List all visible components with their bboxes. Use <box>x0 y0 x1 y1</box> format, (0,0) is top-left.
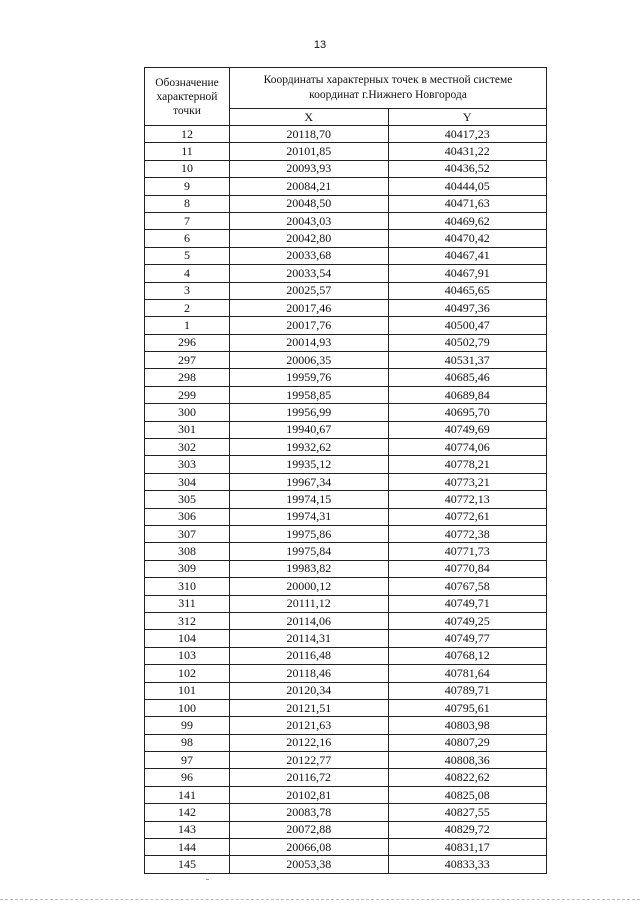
y-coordinate-cell: 40467,41 <box>388 247 547 264</box>
point-id-cell: 142 <box>145 804 230 821</box>
point-id-cell: 298 <box>145 369 230 386</box>
table-row <box>145 178 547 195</box>
table-row <box>145 612 547 629</box>
x-coordinate-cell: 20122,16 <box>230 734 389 751</box>
page-number: 13 <box>313 39 327 51</box>
y-coordinate-cell: 40825,08 <box>388 786 547 803</box>
y-coordinate-cell: 40500,47 <box>388 317 547 334</box>
table-row <box>145 473 547 490</box>
table-row <box>145 595 547 612</box>
x-coordinate-cell: 20072,88 <box>230 821 389 838</box>
point-id-cell: 145 <box>145 856 230 873</box>
x-coordinate-cell: 20114,06 <box>230 612 389 629</box>
y-coordinate-cell: 40695,70 <box>388 404 547 421</box>
y-coordinate-cell: 40444,05 <box>388 178 547 195</box>
y-coordinate-cell: 40829,72 <box>388 821 547 838</box>
y-coordinate-cell: 40771,73 <box>388 543 547 560</box>
y-coordinate-cell: 40772,13 <box>388 491 547 508</box>
group-header-line: координат г.Нижнего Новгорода <box>309 89 467 101</box>
x-coordinate-cell: 20102,81 <box>230 786 389 803</box>
y-coordinate-cell: 40531,37 <box>388 352 547 369</box>
x-coordinate-cell: 19959,76 <box>230 369 389 386</box>
x-coordinate-cell: 20111,12 <box>230 595 389 612</box>
point-id-cell: 7 <box>145 212 230 229</box>
x-coordinate-cell: 19983,82 <box>230 560 389 577</box>
y-coordinate-cell: 40833,33 <box>388 856 547 873</box>
y-coordinate-cell: 40749,69 <box>388 421 547 438</box>
y-coordinate-cell: 40795,61 <box>388 699 547 716</box>
x-coordinate-cell: 20116,72 <box>230 769 389 786</box>
table-row <box>145 717 547 734</box>
point-id-cell: 12 <box>145 126 230 143</box>
point-id-cell: 98 <box>145 734 230 751</box>
table-row <box>145 265 547 282</box>
point-header-line: Обозначение <box>155 76 219 89</box>
point-id-cell: 104 <box>145 630 230 647</box>
x-coordinate-cell: 19932,62 <box>230 439 389 456</box>
point-id-cell: 2 <box>145 299 230 316</box>
y-coordinate-cell: 40774,06 <box>388 439 547 456</box>
point-header-line: характерной <box>156 90 218 103</box>
x-coordinate-cell: 20118,70 <box>230 126 389 143</box>
table-row <box>145 856 547 873</box>
y-coordinate-cell: 40467,91 <box>388 265 547 282</box>
point-id-cell: 99 <box>145 717 230 734</box>
y-coordinate-cell: 40773,21 <box>388 473 547 490</box>
table-row <box>145 665 547 682</box>
point-id-cell: 308 <box>145 543 230 560</box>
point-id-cell: 102 <box>145 665 230 682</box>
table-row <box>145 212 547 229</box>
table-row <box>145 386 547 403</box>
x-coordinate-cell: 20000,12 <box>230 578 389 595</box>
y-coordinate-cell: 40803,98 <box>388 717 547 734</box>
table-row <box>145 439 547 456</box>
x-coordinate-cell: 20114,31 <box>230 630 389 647</box>
table-row <box>145 560 547 577</box>
group-header-line: Координаты характерных точек в местной системе <box>263 74 513 86</box>
table-row <box>145 369 547 386</box>
y-coordinate-cell: 40827,55 <box>388 804 547 821</box>
table-row <box>145 508 547 525</box>
x-coordinate-cell: 20033,54 <box>230 265 389 282</box>
point-id-cell: 11 <box>145 143 230 160</box>
x-coordinate-cell: 20025,57 <box>230 282 389 299</box>
y-coordinate-cell: 40770,84 <box>388 560 547 577</box>
table-row <box>145 160 547 177</box>
table-row <box>145 682 547 699</box>
point-id-cell: 302 <box>145 439 230 456</box>
y-coordinate-cell: 40781,64 <box>388 665 547 682</box>
y-coordinate-cell: 40749,77 <box>388 630 547 647</box>
y-coordinate-cell: 40417,23 <box>388 126 547 143</box>
x-coordinate-cell: 20122,77 <box>230 752 389 769</box>
point-id-cell: 306 <box>145 508 230 525</box>
table-row <box>145 578 547 595</box>
table-row <box>145 334 547 351</box>
x-column-header: X <box>230 109 389 126</box>
table-row <box>145 456 547 473</box>
x-coordinate-cell: 20118,46 <box>230 665 389 682</box>
x-coordinate-cell: 20121,63 <box>230 717 389 734</box>
scan-speck <box>206 879 209 880</box>
table-row <box>145 299 547 316</box>
coordinates-group-header <box>230 68 547 109</box>
x-coordinate-cell: 19975,86 <box>230 525 389 542</box>
y-column-header: Y <box>388 109 547 126</box>
x-coordinate-cell: 20121,51 <box>230 699 389 716</box>
point-id-cell: 103 <box>145 647 230 664</box>
point-id-cell: 96 <box>145 769 230 786</box>
point-id-cell: 296 <box>145 334 230 351</box>
y-coordinate-cell: 40808,36 <box>388 752 547 769</box>
point-id-cell: 303 <box>145 456 230 473</box>
point-id-cell: 305 <box>145 491 230 508</box>
x-coordinate-cell: 19967,34 <box>230 473 389 490</box>
y-coordinate-cell: 40431,22 <box>388 143 547 160</box>
x-coordinate-cell: 20017,76 <box>230 317 389 334</box>
table-row <box>145 247 547 264</box>
point-id-cell: 5 <box>145 247 230 264</box>
x-coordinate-cell: 20066,08 <box>230 839 389 856</box>
table-row <box>145 786 547 803</box>
point-id-cell: 304 <box>145 473 230 490</box>
point-id-cell: 100 <box>145 699 230 716</box>
point-id-cell: 8 <box>145 195 230 212</box>
point-id-cell: 309 <box>145 560 230 577</box>
x-coordinate-cell: 19935,12 <box>230 456 389 473</box>
x-coordinate-cell: 19974,31 <box>230 508 389 525</box>
y-coordinate-cell: 40685,46 <box>388 369 547 386</box>
point-id-cell: 312 <box>145 612 230 629</box>
point-id-cell: 300 <box>145 404 230 421</box>
y-coordinate-cell: 40831,17 <box>388 839 547 856</box>
point-id-cell: 143 <box>145 821 230 838</box>
point-id-cell: 101 <box>145 682 230 699</box>
table-row <box>145 804 547 821</box>
x-coordinate-cell: 20053,38 <box>230 856 389 873</box>
x-coordinate-cell: 20116,48 <box>230 647 389 664</box>
y-coordinate-cell: 40768,12 <box>388 647 547 664</box>
y-coordinate-cell: 40807,29 <box>388 734 547 751</box>
table-header-row <box>145 68 547 109</box>
x-coordinate-cell: 20101,85 <box>230 143 389 160</box>
point-id-cell: 97 <box>145 752 230 769</box>
y-coordinate-cell: 40789,71 <box>388 682 547 699</box>
table-row <box>145 317 547 334</box>
point-id-cell: 301 <box>145 421 230 438</box>
point-id-cell: 297 <box>145 352 230 369</box>
table-row <box>145 543 547 560</box>
table-row <box>145 230 547 247</box>
point-id-cell: 299 <box>145 386 230 403</box>
point-id-cell: 311 <box>145 595 230 612</box>
page-bottom-edge <box>0 899 640 900</box>
table-row <box>145 126 547 143</box>
table-row <box>145 352 547 369</box>
y-coordinate-cell: 40822,62 <box>388 769 547 786</box>
x-coordinate-cell: 20120,34 <box>230 682 389 699</box>
y-coordinate-cell: 40471,63 <box>388 195 547 212</box>
table-row <box>145 821 547 838</box>
point-id-cell: 9 <box>145 178 230 195</box>
y-coordinate-cell: 40470,42 <box>388 230 547 247</box>
y-coordinate-cell: 40772,61 <box>388 508 547 525</box>
point-id-cell: 141 <box>145 786 230 803</box>
x-coordinate-cell: 20033,68 <box>230 247 389 264</box>
table-row <box>145 647 547 664</box>
table-row <box>145 404 547 421</box>
x-coordinate-cell: 20083,78 <box>230 804 389 821</box>
x-coordinate-cell: 19974,15 <box>230 491 389 508</box>
x-coordinate-cell: 20084,21 <box>230 178 389 195</box>
x-coordinate-cell: 20006,35 <box>230 352 389 369</box>
x-coordinate-cell: 20043,03 <box>230 212 389 229</box>
table-row <box>145 839 547 856</box>
point-header-line: точки <box>173 104 201 117</box>
x-coordinate-cell: 20014,93 <box>230 334 389 351</box>
y-coordinate-cell: 40778,21 <box>388 456 547 473</box>
y-coordinate-cell: 40465,65 <box>388 282 547 299</box>
y-coordinate-cell: 40436,52 <box>388 160 547 177</box>
y-coordinate-cell: 40749,25 <box>388 612 547 629</box>
x-coordinate-cell: 19940,67 <box>230 421 389 438</box>
x-coordinate-cell: 20093,93 <box>230 160 389 177</box>
y-coordinate-cell: 40689,84 <box>388 386 547 403</box>
table-row <box>145 752 547 769</box>
y-coordinate-cell: 40772,38 <box>388 525 547 542</box>
x-coordinate-cell: 19975,84 <box>230 543 389 560</box>
y-coordinate-cell: 40767,58 <box>388 578 547 595</box>
table-row <box>145 734 547 751</box>
point-id-cell: 10 <box>145 160 230 177</box>
table-row <box>145 195 547 212</box>
coordinates-table <box>144 67 547 874</box>
x-coordinate-cell: 20042,80 <box>230 230 389 247</box>
table-row <box>145 769 547 786</box>
point-id-cell: 6 <box>145 230 230 247</box>
table-row <box>145 699 547 716</box>
y-coordinate-cell: 40502,79 <box>388 334 547 351</box>
y-coordinate-cell: 40749,71 <box>388 595 547 612</box>
point-id-cell: 307 <box>145 525 230 542</box>
y-coordinate-cell: 40497,36 <box>388 299 547 316</box>
table-row <box>145 143 547 160</box>
point-id-cell: 144 <box>145 839 230 856</box>
x-coordinate-cell: 19958,85 <box>230 386 389 403</box>
x-coordinate-cell: 19956,99 <box>230 404 389 421</box>
table-row <box>145 421 547 438</box>
point-id-cell: 4 <box>145 265 230 282</box>
y-coordinate-cell: 40469,62 <box>388 212 547 229</box>
point-column-header <box>145 68 230 126</box>
point-id-cell: 1 <box>145 317 230 334</box>
point-id-cell: 310 <box>145 578 230 595</box>
x-coordinate-cell: 20017,46 <box>230 299 389 316</box>
table-row <box>145 630 547 647</box>
table-row <box>145 491 547 508</box>
table-row <box>145 282 547 299</box>
x-coordinate-cell: 20048,50 <box>230 195 389 212</box>
point-id-cell: 3 <box>145 282 230 299</box>
table-row <box>145 525 547 542</box>
table-body <box>145 126 547 874</box>
